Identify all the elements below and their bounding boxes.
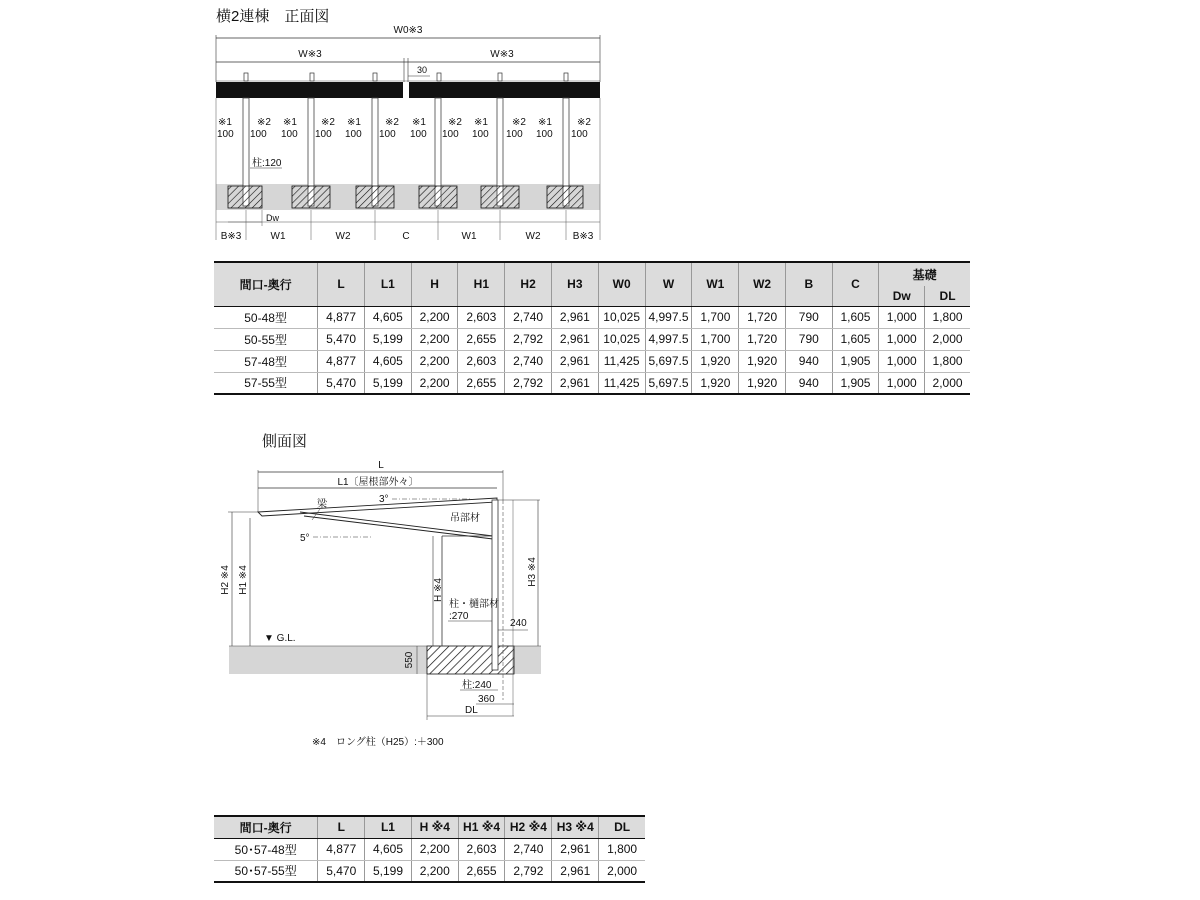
table1-cell: 1,000 [879,372,925,394]
table1-cell: 2,961 [551,372,598,394]
svg-text:100: 100 [410,129,427,140]
th-b: B [785,262,832,306]
svg-text:100: 100 [536,129,553,140]
table1-cell: 5,697.5 [645,372,692,394]
table1-cell: 5,470 [318,372,365,394]
th2-h1: H1 ※4 [458,816,505,838]
svg-text:100: 100 [506,129,523,140]
svg-text:※1: ※1 [283,117,297,128]
table1-cell: 2,200 [411,350,458,372]
table1-cell: 5,199 [364,328,411,350]
table1-cell: 2,200 [411,306,458,328]
table2-cell: 50･57-48型 [214,838,318,860]
svg-text:※2: ※2 [577,117,591,128]
table2-cell: 5,199 [365,860,412,882]
side-l-label: L [378,460,384,471]
svg-text:※2: ※2 [448,117,462,128]
table1-cell: 2,792 [505,372,552,394]
table1-cell: 790 [785,306,832,328]
front-view-title: 横2連棟 正面図 [216,8,330,25]
bottom-w1-left: W1 [270,231,286,242]
table1-cell: 2,603 [458,306,505,328]
th-dl: DL [925,286,970,306]
table1-cell: 1,800 [925,350,970,372]
angle3-label: 3° [379,494,389,505]
angle5-label: 5° [300,533,310,544]
post-size-label: 柱:120 [252,158,282,169]
svg-text:100: 100 [472,129,489,140]
side-footing [427,646,514,674]
svg-text:※1: ※1 [347,117,361,128]
th-w1: W1 [692,262,739,306]
th-w0: W0 [598,262,645,306]
th-l1: L1 [364,262,411,306]
table1-cell: 1,905 [832,372,879,394]
table2-cell: 2,603 [458,838,505,860]
th2-l: L [318,816,365,838]
table2-cell: 4,877 [318,838,365,860]
side-view-drawing [0,0,620,760]
dim-240: 240 [510,618,527,629]
dim-550: 550 [404,651,415,669]
svg-text:※1: ※1 [412,117,426,128]
th-dw: Dw [879,286,925,306]
table1-cell: 940 [785,372,832,394]
table2-cell: 2,000 [599,860,645,882]
table1-cell: 2,000 [925,328,970,350]
table2-cell: 50･57-55型 [214,860,318,882]
svg-text:100: 100 [217,129,234,140]
side-view-title: 側面図 [262,433,308,450]
table1-cell: 50-55型 [214,328,318,350]
th2-model: 間口-奥行 [214,816,318,838]
table1-cell: 1,920 [739,350,786,372]
table1-cell: 10,025 [598,328,645,350]
table2-cell: 5,470 [318,860,365,882]
table2-cell: 2,961 [552,860,599,882]
side-post [492,500,498,670]
table1-cell: 2,961 [551,350,598,372]
svg-text:100: 100 [442,129,459,140]
dl-label: DL [465,705,478,716]
table1-cell: 1,000 [879,328,925,350]
h3-label: H3 ※4 [527,557,538,587]
table1-cell: 11,425 [598,350,645,372]
table2-cell: 2,961 [552,838,599,860]
table2-cell: 4,605 [365,838,412,860]
th-h: H [411,262,458,306]
table1-cell: 4,605 [364,306,411,328]
table1-cell: 4,997.5 [645,306,692,328]
table1-cell: 1,905 [832,350,879,372]
table1-cell: 1,920 [739,372,786,394]
table1-cell: 4,877 [318,306,365,328]
table1-cell: 1,000 [879,306,925,328]
table1-cell: 1,800 [925,306,970,328]
table1-cell: 1,920 [692,350,739,372]
table1-cell: 4,877 [318,350,365,372]
hanger-label: 吊部材 [450,513,480,524]
bottom-w2-right: W2 [525,231,541,242]
table1-cell: 5,697.5 [645,350,692,372]
svg-text:※1: ※1 [218,117,232,128]
table1-cell: 2,000 [925,372,970,394]
bottom-w2-left: W2 [335,231,351,242]
dw-label: Dw [266,213,279,223]
bottom-c: C [402,231,410,242]
svg-text:100: 100 [281,129,298,140]
th2-dl: DL [599,816,645,838]
table1-cell: 1,605 [832,328,879,350]
table1-cell: 790 [785,328,832,350]
table2-cell: 2,200 [411,838,458,860]
svg-text:※2: ※2 [321,117,335,128]
table1-cell: 1,700 [692,328,739,350]
table1-cell: 57-48型 [214,350,318,372]
th-w2: W2 [739,262,786,306]
table1-cell: 1,700 [692,306,739,328]
table2-row [214,860,645,882]
th-c: C [832,262,879,306]
h-label: H ※4 [433,578,444,602]
beam-label: 梁 [317,499,327,510]
th2-l1: L1 [365,816,412,838]
spec-table-side [214,815,645,883]
table1-cell: 2,655 [458,328,505,350]
th2-h: H ※4 [411,816,458,838]
table2-cell: 2,792 [505,860,552,882]
th-foundation: 基礎 [879,262,970,286]
table2-row [214,838,645,860]
table2-cell: 1,800 [599,838,645,860]
table1-cell: 2,740 [505,350,552,372]
h2-label: H2 ※4 [220,565,231,595]
table1-cell: 5,470 [318,328,365,350]
side-l1-label: L1〔屋根部外々〕 [337,477,419,488]
w-right-label: W※3 [490,49,514,60]
w0-label: W0※3 [393,25,423,36]
table1-cell: 11,425 [598,372,645,394]
table1-cell: 2,961 [551,306,598,328]
th2-h3: H3 ※4 [552,816,599,838]
table1-cell: 940 [785,350,832,372]
table2-cell: 2,740 [505,838,552,860]
svg-text:100: 100 [315,129,332,140]
table1-cell: 2,961 [551,328,598,350]
table1-cell: 50-48型 [214,306,318,328]
table1-cell: 2,792 [505,328,552,350]
table1-cell: 1,605 [832,306,879,328]
table1-cell: 10,025 [598,306,645,328]
table1-cell: 2,200 [411,372,458,394]
long-post-note: ※4 ロング柱（H25）:＋300 [312,737,444,748]
th-h1: H1 [458,262,505,306]
gutter-size: :270 [449,611,469,622]
table1-cell: 1,920 [692,372,739,394]
table1-cell: 4,997.5 [645,328,692,350]
table2-cell: 2,200 [411,860,458,882]
svg-text:100: 100 [571,129,588,140]
gl-label: ▼ G.L. [264,633,296,644]
th-h2: H2 [505,262,552,306]
gap-label: 30 [417,65,428,75]
table1-cell: 1,720 [739,306,786,328]
svg-text:※2: ※2 [257,117,271,128]
h1-label: H1 ※4 [238,565,249,595]
svg-text:※2: ※2 [512,117,526,128]
svg-text:※1: ※1 [474,117,488,128]
dim-360: 360 [478,694,495,705]
bottom-b-right: B※3 [572,231,594,242]
table1-cell: 2,740 [505,306,552,328]
post-240-label: 柱:240 [462,680,492,691]
table1-cell: 2,655 [458,372,505,394]
bottom-b-left: B※3 [220,231,242,242]
table1-cell: 1,720 [739,328,786,350]
svg-text:※1: ※1 [538,117,552,128]
th-w: W [645,262,692,306]
svg-text:100: 100 [379,129,396,140]
gutter-label: 柱・樋部材 [449,599,499,610]
table1-cell: 1,000 [879,350,925,372]
table2-cell: 2,655 [458,860,505,882]
table1-cell: 4,605 [364,350,411,372]
svg-text:100: 100 [345,129,362,140]
svg-text:100: 100 [250,129,267,140]
svg-text:※2: ※2 [385,117,399,128]
th2-h2: H2 ※4 [505,816,552,838]
w-left-label: W※3 [298,49,322,60]
table1-cell: 5,199 [364,372,411,394]
bottom-w1-right: W1 [461,231,477,242]
th-model: 間口-奥行 [214,262,318,306]
th-l: L [318,262,365,306]
table1-cell: 57-55型 [214,372,318,394]
table1-cell: 2,200 [411,328,458,350]
th-h3: H3 [551,262,598,306]
table1-cell: 2,603 [458,350,505,372]
